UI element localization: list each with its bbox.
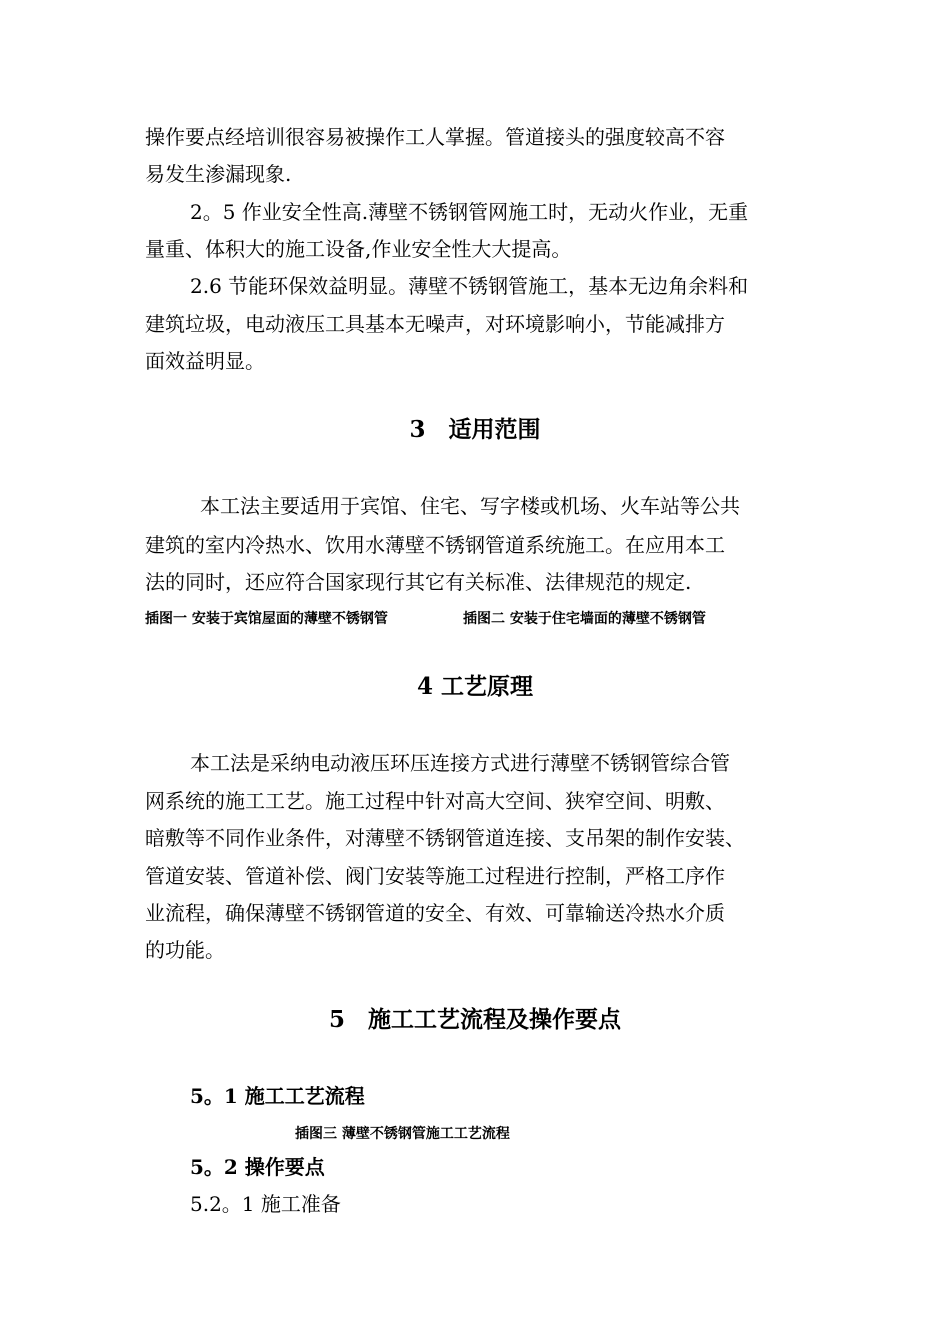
paragraph-line: 本工法主要适用于宾馆、住宅、写字楼或机场、火车站等公共	[200, 494, 740, 518]
paragraph-line: 业流程，确保薄壁不锈钢管道的安全、有效、可靠输送冷热水介质	[145, 901, 725, 925]
section-heading-5: 5 施工工艺流程及操作要点	[328, 1006, 621, 1033]
paragraph-line: 管道安装、管道补偿、阀门安装等施工过程进行控制，严格工序作	[145, 864, 725, 888]
paragraph-line: 本工法是采纳电动液压环压连接方式进行薄壁不锈钢管综合管	[190, 751, 730, 775]
paragraph-line: 暗敷等不同作业条件，对薄壁不锈钢管道连接、支吊架的制作安装、	[145, 826, 745, 850]
paragraph-line: 2.6 节能环保效益明显。薄壁不锈钢管施工，基本无边角余料和	[190, 274, 749, 298]
section-heading-4: 4 工艺原理	[416, 673, 533, 700]
paragraph-line: 的功能。	[145, 938, 225, 962]
paragraph-line: 法的同时，还应符合国家现行其它有关标准、法律规范的规定.	[145, 570, 692, 594]
figure-caption-3: 插图三 薄壁不锈钢管施工工艺流程	[295, 1126, 510, 1142]
subsection-heading: 5。1 施工工艺流程	[190, 1084, 365, 1108]
paragraph-line: 2。5 作业安全性高.薄壁不锈钢管网施工时，无动火作业，无重	[190, 200, 749, 224]
subsection-heading: 5。2 操作要点	[190, 1155, 325, 1179]
figure-caption-2: 插图二 安装于住宅墙面的薄壁不锈钢管	[463, 611, 706, 627]
paragraph-line: 易发生渗漏现象.	[145, 162, 292, 186]
paragraph-line: 操作要点经培训很容易被操作工人掌握。管道接头的强度较高不容	[145, 125, 725, 149]
paragraph-line: 量重、体积大的施工设备,作业安全性大大提高。	[145, 237, 572, 261]
section-heading-3: 3 适用范围	[409, 416, 541, 443]
paragraph-line: 建筑垃圾，电动液压工具基本无噪声，对环境影响小，节能减排方	[145, 312, 725, 336]
figure-caption-1: 插图一 安装于宾馆屋面的薄壁不锈钢管	[145, 611, 388, 627]
paragraph-line: 面效益明显。	[145, 349, 265, 373]
paragraph-line: 网系统的施工工艺。施工过程中针对高大空间、狭窄空间、明敷、	[145, 789, 725, 813]
paragraph-line: 建筑的室内冷热水、饮用水薄壁不锈钢管道系统施工。在应用本工	[145, 533, 725, 557]
subsection-heading: 5.2。1 施工准备	[190, 1192, 341, 1216]
